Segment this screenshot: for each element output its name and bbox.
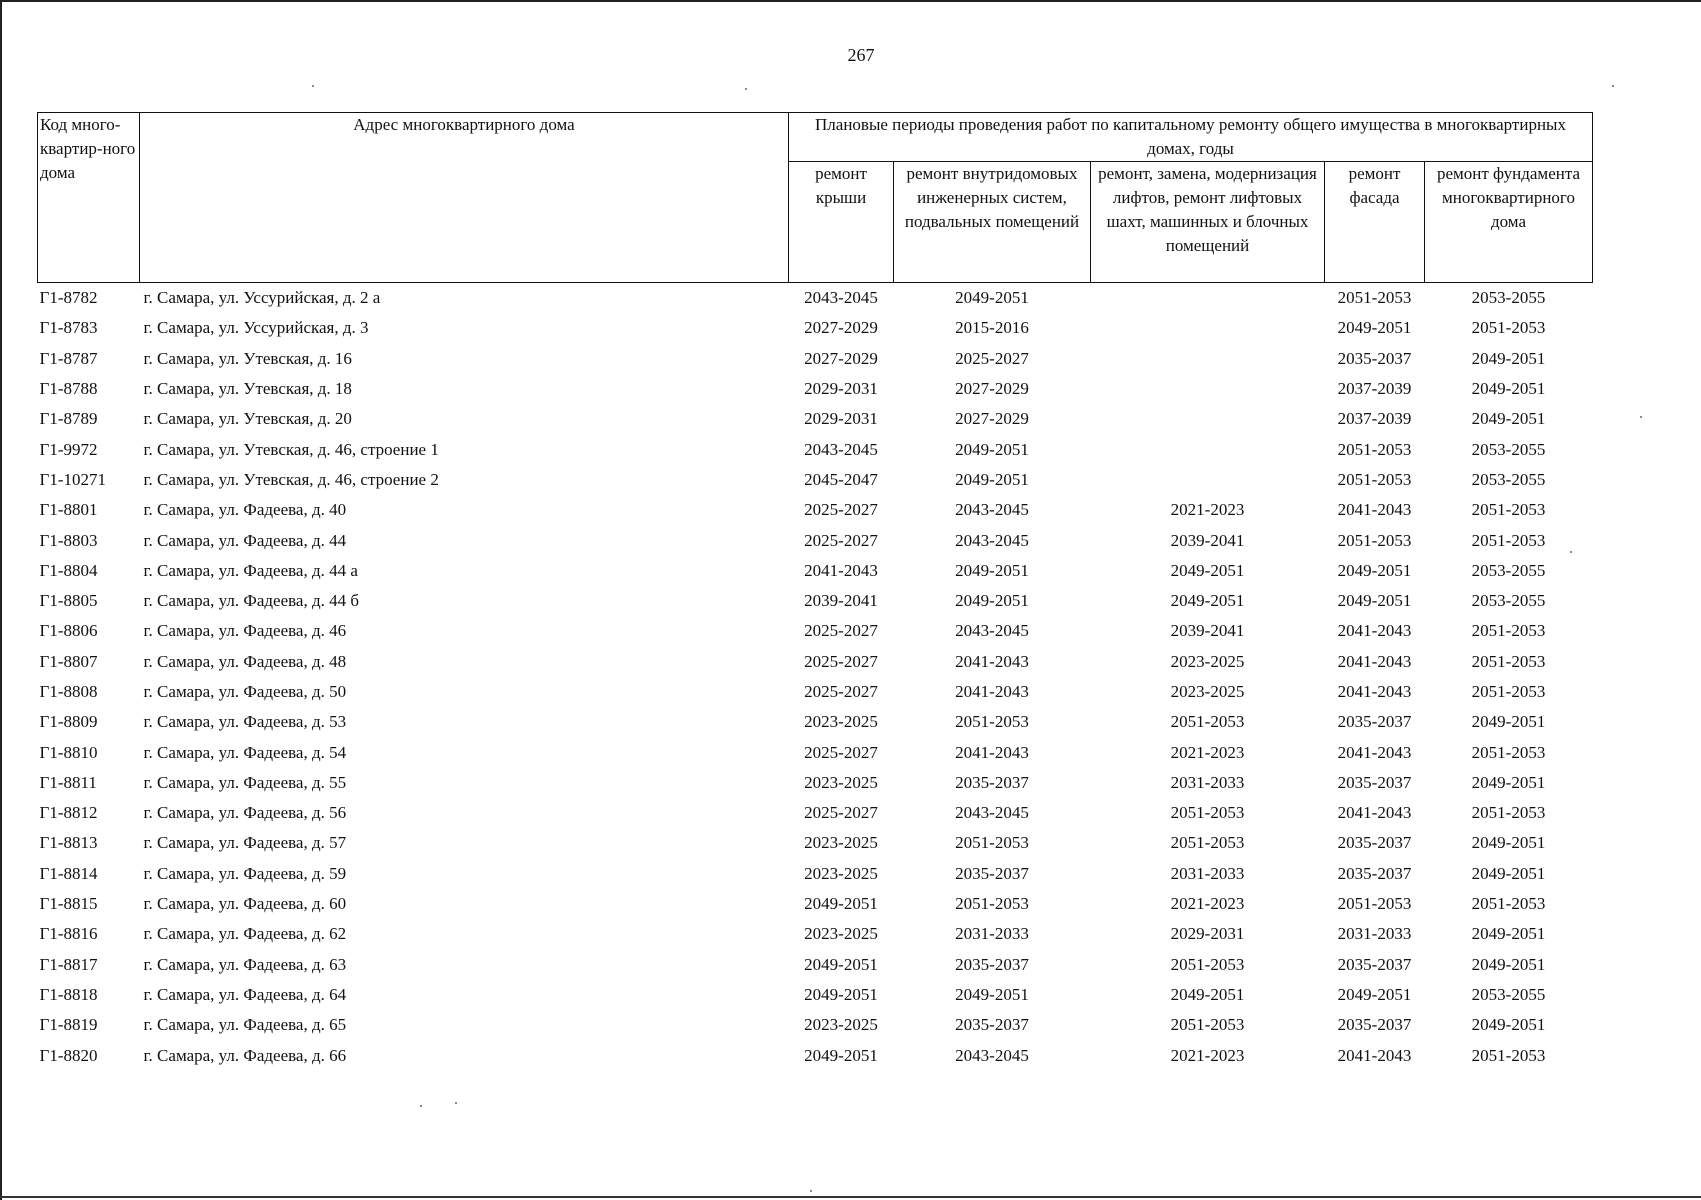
table-row bbox=[38, 404, 1593, 434]
cell-address: г. Самара, ул. Уссурийская, д. 3 bbox=[143, 318, 369, 338]
cell-facade: 2041-2043 bbox=[1337, 621, 1412, 641]
cell-lifts: 2051-2053 bbox=[1170, 803, 1245, 823]
cell-engineering: 2027-2029 bbox=[955, 409, 1029, 429]
cell-roof: 2043-2045 bbox=[804, 439, 878, 459]
cell-facade: 2035-2037 bbox=[1337, 1015, 1412, 1035]
cell-code: Г1-8820 bbox=[39, 1045, 98, 1065]
table-row bbox=[38, 647, 1593, 677]
cell-facade: 2035-2037 bbox=[1337, 772, 1412, 792]
cell-foundation: 2049-2051 bbox=[1471, 954, 1546, 974]
cell-code: Г1-8809 bbox=[39, 712, 98, 732]
cell-facade: 2051-2053 bbox=[1337, 439, 1412, 459]
table-row bbox=[38, 344, 1593, 374]
cell-foundation: 2051-2053 bbox=[1471, 1045, 1546, 1065]
cell-roof: 2027-2029 bbox=[804, 348, 878, 368]
scan-speck bbox=[312, 85, 314, 87]
scan-speck bbox=[455, 1102, 457, 1104]
cell-address: г. Самара, ул. Фадеева, д. 55 bbox=[143, 772, 347, 792]
cell-roof: 2023-2025 bbox=[804, 863, 878, 883]
cell-roof: 2049-2051 bbox=[804, 1045, 878, 1065]
cell-engineering: 2051-2053 bbox=[955, 712, 1029, 732]
cell-facade: 2035-2037 bbox=[1337, 954, 1412, 974]
cell-facade: 2049-2051 bbox=[1337, 318, 1412, 338]
table-row bbox=[38, 677, 1593, 707]
cell-facade: 2037-2039 bbox=[1337, 379, 1412, 399]
cell-code: Г1-8783 bbox=[39, 318, 98, 338]
cell-facade: 2041-2043 bbox=[1337, 500, 1412, 520]
cell-address: г. Самара, ул. Уссурийская, д. 2 а bbox=[143, 288, 381, 308]
table-row bbox=[38, 586, 1593, 616]
cell-address: г. Самара, ул. Фадеева, д. 63 bbox=[143, 954, 347, 974]
cell-address: г. Самара, ул. Утевская, д. 20 bbox=[143, 409, 352, 429]
cell-facade: 2035-2037 bbox=[1337, 833, 1412, 853]
cell-engineering: 2043-2045 bbox=[955, 500, 1029, 520]
cell-code: Г1-9972 bbox=[39, 439, 98, 459]
cell-lifts: 2051-2053 bbox=[1170, 1015, 1245, 1035]
scan-edge-left bbox=[0, 0, 2, 1200]
cell-foundation: 2049-2051 bbox=[1471, 772, 1546, 792]
cell-foundation: 2053-2055 bbox=[1471, 469, 1546, 489]
cell-code: Г1-8815 bbox=[39, 894, 98, 914]
cell-address: г. Самара, ул. Утевская, д. 18 bbox=[143, 379, 352, 399]
cell-roof: 2025-2027 bbox=[804, 742, 878, 762]
cell-lifts: 2023-2025 bbox=[1170, 651, 1245, 671]
cell-code: Г1-8782 bbox=[39, 288, 98, 308]
cell-address: г. Самара, ул. Утевская, д. 46, строение 1 bbox=[143, 439, 439, 459]
cell-address: г. Самара, ул. Фадеева, д. 65 bbox=[143, 1015, 347, 1035]
cell-roof: 2025-2027 bbox=[804, 621, 878, 641]
cell-engineering: 2043-2045 bbox=[955, 621, 1029, 641]
capital-repair-table-wrap bbox=[37, 112, 1593, 1071]
cell-lifts: 2049-2051 bbox=[1170, 984, 1245, 1004]
cell-address: г. Самара, ул. Фадеева, д. 44 а bbox=[143, 560, 358, 580]
table-row bbox=[38, 465, 1593, 495]
table-row bbox=[38, 919, 1593, 949]
cell-code: Г1-10271 bbox=[39, 469, 106, 489]
cell-engineering: 2035-2037 bbox=[955, 1015, 1029, 1035]
cell-code: Г1-8807 bbox=[39, 651, 98, 671]
cell-lifts: 2021-2023 bbox=[1170, 894, 1245, 914]
cell-engineering: 2031-2033 bbox=[955, 924, 1029, 944]
cell-lifts bbox=[1091, 434, 1325, 464]
cell-address: г. Самара, ул. Фадеева, д. 62 bbox=[143, 924, 347, 944]
cell-roof: 2041-2043 bbox=[804, 560, 878, 580]
cell-foundation: 2051-2053 bbox=[1471, 894, 1546, 914]
cell-roof: 2043-2045 bbox=[804, 288, 878, 308]
cell-foundation: 2049-2051 bbox=[1471, 379, 1546, 399]
table-row bbox=[38, 495, 1593, 525]
cell-facade: 2035-2037 bbox=[1337, 863, 1412, 883]
capital-repair-table bbox=[37, 112, 1593, 1071]
table-row bbox=[38, 374, 1593, 404]
cell-engineering: 2041-2043 bbox=[955, 651, 1029, 671]
header-roof: ремонт крыши bbox=[789, 162, 894, 283]
cell-facade: 2049-2051 bbox=[1337, 591, 1412, 611]
header-code: Код много-квартир-ного дома bbox=[38, 113, 140, 283]
cell-address: г. Самара, ул. Утевская, д. 46, строение 2 bbox=[143, 469, 439, 489]
scan-edge-top bbox=[0, 0, 1701, 2]
cell-facade: 2051-2053 bbox=[1337, 288, 1412, 308]
cell-roof: 2023-2025 bbox=[804, 772, 878, 792]
cell-facade: 2051-2053 bbox=[1337, 894, 1412, 914]
cell-facade: 2037-2039 bbox=[1337, 409, 1412, 429]
scan-speck bbox=[1612, 85, 1614, 87]
cell-address: г. Самара, ул. Фадеева, д. 59 bbox=[143, 863, 347, 883]
cell-address: г. Самара, ул. Фадеева, д. 53 bbox=[143, 712, 347, 732]
cell-address: г. Самара, ул. Фадеева, д. 56 bbox=[143, 803, 347, 823]
cell-roof: 2023-2025 bbox=[804, 1015, 878, 1035]
table-row bbox=[38, 798, 1593, 828]
cell-lifts: 2031-2033 bbox=[1170, 863, 1245, 883]
table-row bbox=[38, 1040, 1593, 1070]
cell-lifts: 2051-2053 bbox=[1170, 954, 1245, 974]
cell-foundation: 2051-2053 bbox=[1471, 803, 1546, 823]
cell-address: г. Самара, ул. Фадеева, д. 48 bbox=[143, 651, 347, 671]
cell-roof: 2049-2051 bbox=[804, 954, 878, 974]
cell-lifts: 2021-2023 bbox=[1170, 742, 1245, 762]
cell-code: Г1-8810 bbox=[39, 742, 98, 762]
table-body bbox=[38, 283, 1593, 1071]
cell-engineering: 2025-2027 bbox=[955, 348, 1029, 368]
cell-facade: 2041-2043 bbox=[1337, 803, 1412, 823]
cell-roof: 2027-2029 bbox=[804, 318, 878, 338]
cell-foundation: 2049-2051 bbox=[1471, 409, 1546, 429]
cell-foundation: 2051-2053 bbox=[1471, 318, 1546, 338]
cell-code: Г1-8789 bbox=[39, 409, 98, 429]
cell-lifts bbox=[1091, 374, 1325, 404]
cell-engineering: 2041-2043 bbox=[955, 682, 1029, 701]
table-row bbox=[38, 768, 1593, 798]
table-header bbox=[38, 113, 1593, 283]
cell-facade: 2051-2053 bbox=[1337, 469, 1412, 489]
cell-roof: 2045-2047 bbox=[804, 469, 878, 489]
cell-foundation: 2049-2051 bbox=[1471, 1015, 1546, 1035]
cell-code: Г1-8808 bbox=[39, 682, 98, 701]
table-row bbox=[38, 556, 1593, 586]
cell-address: г. Самара, ул. Фадеева, д. 44 bbox=[143, 530, 347, 550]
table-row bbox=[38, 616, 1593, 646]
cell-roof: 2025-2027 bbox=[804, 651, 878, 671]
table-row bbox=[38, 525, 1593, 555]
cell-facade: 2035-2037 bbox=[1337, 712, 1412, 732]
table-row bbox=[38, 859, 1593, 889]
cell-roof: 2025-2027 bbox=[804, 682, 878, 701]
scan-edge-bottom bbox=[0, 1196, 1701, 1198]
cell-facade: 2041-2043 bbox=[1337, 1045, 1412, 1065]
cell-lifts: 2039-2041 bbox=[1170, 621, 1245, 641]
cell-roof: 2023-2025 bbox=[804, 833, 878, 853]
cell-lifts: 2021-2023 bbox=[1170, 500, 1245, 520]
cell-engineering: 2035-2037 bbox=[955, 863, 1029, 883]
cell-roof: 2029-2031 bbox=[804, 409, 878, 429]
cell-lifts: 2051-2053 bbox=[1170, 712, 1245, 732]
cell-foundation: 2051-2053 bbox=[1471, 742, 1546, 762]
cell-foundation: 2053-2055 bbox=[1471, 288, 1546, 308]
cell-address: г. Самара, ул. Фадеева, д. 40 bbox=[143, 500, 347, 520]
scan-speck bbox=[1570, 551, 1572, 553]
cell-code: Г1-8801 bbox=[39, 500, 98, 520]
scan-speck bbox=[1640, 416, 1642, 418]
cell-address: г. Самара, ул. Фадеева, д. 44 б bbox=[143, 591, 360, 611]
cell-facade: 2041-2043 bbox=[1337, 682, 1412, 701]
cell-code: Г1-8817 bbox=[39, 954, 98, 974]
cell-address: г. Самара, ул. Фадеева, д. 66 bbox=[143, 1045, 347, 1065]
table-row bbox=[38, 313, 1593, 343]
cell-lifts: 2031-2033 bbox=[1170, 772, 1245, 792]
cell-facade: 2051-2053 bbox=[1337, 530, 1412, 550]
table-row bbox=[38, 828, 1593, 858]
cell-engineering: 2049-2051 bbox=[955, 560, 1029, 580]
cell-code: Г1-8787 bbox=[39, 348, 98, 368]
table-row bbox=[38, 283, 1593, 314]
cell-lifts: 2029-2031 bbox=[1170, 924, 1245, 944]
cell-foundation: 2049-2051 bbox=[1471, 833, 1546, 853]
header-facade: ремонт фасада bbox=[1325, 162, 1425, 283]
cell-lifts: 2051-2053 bbox=[1170, 833, 1245, 853]
cell-lifts bbox=[1091, 465, 1325, 495]
cell-lifts: 2049-2051 bbox=[1170, 591, 1245, 611]
cell-lifts: 2039-2041 bbox=[1170, 530, 1245, 550]
cell-code: Г1-8812 bbox=[39, 803, 98, 823]
scan-speck bbox=[745, 88, 747, 90]
cell-lifts: 2049-2051 bbox=[1170, 560, 1245, 580]
cell-code: Г1-8819 bbox=[39, 1015, 98, 1035]
cell-foundation: 2053-2055 bbox=[1471, 560, 1546, 580]
cell-address: г. Самара, ул. Фадеева, д. 60 bbox=[143, 894, 347, 914]
scan-speck bbox=[810, 1190, 812, 1192]
table-row bbox=[38, 434, 1593, 464]
cell-foundation: 2049-2051 bbox=[1471, 924, 1546, 944]
cell-roof: 2029-2031 bbox=[804, 379, 878, 399]
cell-roof: 2023-2025 bbox=[804, 712, 878, 732]
scan-speck bbox=[420, 1105, 422, 1107]
cell-facade: 2035-2037 bbox=[1337, 348, 1412, 368]
cell-address: г. Самара, ул. Фадеева, д. 46 bbox=[143, 621, 347, 641]
cell-address: г. Самара, ул. Фадеева, д. 50 bbox=[143, 682, 347, 701]
cell-engineering: 2043-2045 bbox=[955, 530, 1029, 550]
cell-code: Г1-8788 bbox=[39, 379, 98, 399]
cell-code: Г1-8803 bbox=[39, 530, 98, 550]
cell-foundation: 2053-2055 bbox=[1471, 591, 1546, 611]
cell-code: Г1-8816 bbox=[39, 924, 98, 944]
table-row bbox=[38, 980, 1593, 1010]
cell-lifts bbox=[1091, 283, 1325, 314]
cell-roof: 2025-2027 bbox=[804, 500, 878, 520]
cell-engineering: 2035-2037 bbox=[955, 954, 1029, 974]
page-number: 267 bbox=[847, 45, 875, 65]
table-row bbox=[38, 1010, 1593, 1040]
table-row bbox=[38, 707, 1593, 737]
cell-engineering: 2049-2051 bbox=[955, 469, 1029, 489]
cell-lifts bbox=[1091, 404, 1325, 434]
table-row bbox=[38, 889, 1593, 919]
cell-foundation: 2051-2053 bbox=[1471, 651, 1546, 671]
cell-engineering: 2043-2045 bbox=[955, 1045, 1029, 1065]
cell-roof: 2025-2027 bbox=[804, 530, 878, 550]
cell-facade: 2041-2043 bbox=[1337, 742, 1412, 762]
cell-engineering: 2043-2045 bbox=[955, 803, 1029, 823]
cell-engineering: 2015-2016 bbox=[955, 318, 1029, 338]
cell-engineering: 2049-2051 bbox=[955, 984, 1029, 1004]
cell-code: Г1-8813 bbox=[39, 833, 98, 853]
cell-code: Г1-8806 bbox=[39, 621, 98, 641]
cell-roof: 2023-2025 bbox=[804, 924, 878, 944]
cell-engineering: 2049-2051 bbox=[955, 439, 1029, 459]
cell-address: г. Самара, ул. Фадеева, д. 57 bbox=[143, 833, 347, 853]
cell-code: Г1-8814 bbox=[39, 863, 98, 883]
cell-facade: 2031-2033 bbox=[1337, 924, 1412, 944]
cell-roof: 2025-2027 bbox=[804, 803, 878, 823]
header-foundation: ремонт фундамента многоквартирного дома bbox=[1425, 162, 1593, 283]
cell-foundation: 2049-2051 bbox=[1471, 712, 1546, 732]
cell-lifts bbox=[1091, 344, 1325, 374]
cell-facade: 2049-2051 bbox=[1337, 560, 1412, 580]
cell-lifts: 2021-2023 bbox=[1170, 1045, 1245, 1065]
cell-foundation: 2049-2051 bbox=[1471, 348, 1546, 368]
cell-engineering: 2051-2053 bbox=[955, 894, 1029, 914]
header-address: Адрес многоквартирного дома bbox=[140, 113, 789, 283]
cell-code: Г1-8804 bbox=[39, 560, 98, 580]
table-row bbox=[38, 737, 1593, 767]
cell-lifts: 2023-2025 bbox=[1170, 682, 1245, 701]
table-row bbox=[38, 950, 1593, 980]
cell-foundation: 2049-2051 bbox=[1471, 863, 1546, 883]
cell-roof: 2039-2041 bbox=[804, 591, 878, 611]
cell-roof: 2049-2051 bbox=[804, 894, 878, 914]
cell-engineering: 2041-2043 bbox=[955, 742, 1029, 762]
cell-address: г. Самара, ул. Фадеева, д. 64 bbox=[143, 984, 347, 1004]
cell-foundation: 2053-2055 bbox=[1471, 439, 1546, 459]
cell-facade: 2041-2043 bbox=[1337, 651, 1412, 671]
cell-engineering: 2049-2051 bbox=[955, 591, 1029, 611]
cell-engineering: 2051-2053 bbox=[955, 833, 1029, 853]
cell-lifts bbox=[1091, 313, 1325, 343]
header-lifts: ремонт, замена, модернизация лифтов, ремонт лифтовых шахт, машинных и блочных помещений bbox=[1091, 162, 1325, 283]
cell-foundation: 2051-2053 bbox=[1471, 621, 1546, 641]
header-engineering: ремонт внутридомовых инженерных систем, подвальных помещений bbox=[894, 162, 1091, 283]
cell-engineering: 2027-2029 bbox=[955, 379, 1029, 399]
cell-address: г. Самара, ул. Утевская, д. 16 bbox=[143, 348, 352, 368]
cell-foundation: 2051-2053 bbox=[1471, 530, 1546, 550]
header-periods: Плановые периоды проведения работ по капитальному ремонту общего имущества в многоквартирных домах, годы bbox=[789, 113, 1593, 162]
cell-address: г. Самара, ул. Фадеева, д. 54 bbox=[143, 742, 347, 762]
cell-engineering: 2049-2051 bbox=[955, 288, 1029, 308]
cell-foundation: 2053-2055 bbox=[1471, 984, 1546, 1004]
cell-code: Г1-8805 bbox=[39, 591, 98, 611]
cell-code: Г1-8818 bbox=[39, 984, 98, 1004]
cell-roof: 2049-2051 bbox=[804, 984, 878, 1004]
cell-code: Г1-8811 bbox=[39, 772, 97, 792]
cell-foundation: 2051-2053 bbox=[1471, 682, 1546, 701]
cell-facade: 2049-2051 bbox=[1337, 984, 1412, 1004]
cell-engineering: 2035-2037 bbox=[955, 772, 1029, 792]
cell-foundation: 2051-2053 bbox=[1471, 500, 1546, 520]
